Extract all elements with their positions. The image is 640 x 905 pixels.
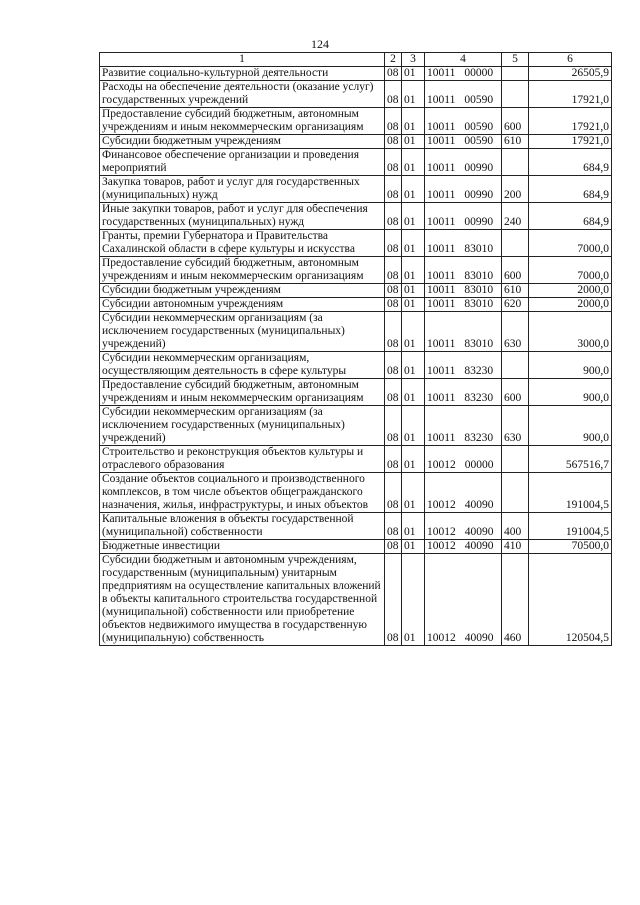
row-name: Бюджетные инвестиции (100, 540, 385, 554)
row-code-b: 40090 (464, 526, 494, 538)
row-name: Субсидии бюджетным учреждениям (100, 284, 385, 298)
row-subsection: 01 (402, 108, 425, 135)
table-row (100, 554, 612, 646)
row-code-b: 83230 (464, 432, 494, 444)
header-cell: 3 (402, 53, 425, 67)
row-amount: 684,9 (529, 176, 612, 203)
row-section: 08 (385, 176, 402, 203)
row-subsection: 01 (402, 379, 425, 406)
row-code-a: 10012 (427, 632, 456, 644)
row-expense-type (502, 473, 529, 513)
row-expense-type: 600 (502, 379, 529, 406)
row-section: 08 (385, 298, 402, 312)
header-cell: 1 (100, 53, 385, 67)
row-code-b: 00000 (464, 67, 494, 79)
row-subsection: 01 (402, 67, 425, 81)
row-expense-type (502, 149, 529, 176)
row-section: 08 (385, 230, 402, 257)
row-section: 08 (385, 257, 402, 284)
row-name: Гранты, премии Губернатора и Правительства Сахалинской области в сфере культуры и искусства (100, 230, 385, 257)
row-subsection: 01 (402, 81, 425, 108)
row-section: 08 (385, 379, 402, 406)
row-code-a: 10011 (427, 216, 456, 228)
table-row (100, 135, 612, 149)
row-target-code (425, 312, 502, 352)
row-target-code (425, 298, 502, 312)
row-subsection: 01 (402, 176, 425, 203)
row-target-code (425, 540, 502, 554)
row-name: Субсидии некоммерческим организациям (за исключением государственных (муниципальных) учреждений) (100, 312, 385, 352)
table-row (100, 540, 612, 554)
table-row (100, 446, 612, 473)
row-amount: 2000,0 (529, 298, 612, 312)
row-name: Предоставление субсидий бюджетным, автономным учреждениям и иным некоммерческим организациям (100, 108, 385, 135)
row-name: Финансовое обеспечение организации и проведения мероприятий (100, 149, 385, 176)
row-name: Закупка товаров, работ и услуг для государственных (муниципальных) нужд (100, 176, 385, 203)
row-amount: 7000,0 (529, 230, 612, 257)
row-name: Предоставление субсидий бюджетным, автономным учреждениям и иным некоммерческим организациям (100, 257, 385, 284)
row-expense-type (502, 67, 529, 81)
row-subsection: 01 (402, 406, 425, 446)
row-target-code (425, 446, 502, 473)
row-code-b: 83010 (464, 284, 494, 296)
table-row (100, 257, 612, 284)
row-code-b: 00990 (464, 216, 494, 228)
row-code-b: 00590 (464, 121, 494, 133)
row-target-code (425, 284, 502, 298)
row-code-a: 10011 (427, 243, 456, 255)
row-code-b: 83230 (464, 392, 494, 404)
row-name: Субсидии бюджетным и автономным учреждениям, государственным (муниципальным) унитарным предприятиям на осуществление капитальных вложений в объекты капитального строительства государственной (муниципальной) собственности или приобретение объектов недвижимого имущества в государственную (муниципальную) собственность (100, 554, 385, 646)
row-amount: 900,0 (529, 352, 612, 379)
row-code-b: 00590 (464, 135, 494, 147)
row-code-a: 10012 (427, 540, 456, 552)
row-section: 08 (385, 81, 402, 108)
row-code-a: 10012 (427, 526, 456, 538)
page-number: 124 (311, 37, 329, 51)
table-row (100, 298, 612, 312)
row-target-code (425, 81, 502, 108)
row-amount: 17921,0 (529, 108, 612, 135)
row-target-code (425, 135, 502, 149)
row-code-b: 00990 (464, 162, 494, 174)
row-section: 08 (385, 554, 402, 646)
row-target-code (425, 473, 502, 513)
table-row (100, 352, 612, 379)
row-target-code (425, 67, 502, 81)
row-section: 08 (385, 473, 402, 513)
row-expense-type (502, 446, 529, 473)
row-expense-type (502, 81, 529, 108)
row-subsection: 01 (402, 135, 425, 149)
row-expense-type (502, 230, 529, 257)
row-expense-type: 630 (502, 312, 529, 352)
row-target-code (425, 513, 502, 540)
table-row (100, 230, 612, 257)
row-subsection: 01 (402, 284, 425, 298)
row-amount: 191004,5 (529, 473, 612, 513)
row-name: Создание объектов социального и производственного комплексов, в том числе объектов общегражданского назначения, жилья, инфраструктуры, и иных объектов (100, 473, 385, 513)
row-code-a: 10011 (427, 94, 456, 106)
row-target-code (425, 230, 502, 257)
header-cell: 6 (529, 53, 612, 67)
header-cell: 2 (385, 53, 402, 67)
row-name: Развитие социально-культурной деятельности (100, 67, 385, 81)
row-name: Субсидии некоммерческим организациям, осуществляющим деятельность в сфере культуры (100, 352, 385, 379)
row-subsection: 01 (402, 257, 425, 284)
row-section: 08 (385, 284, 402, 298)
row-amount: 684,9 (529, 203, 612, 230)
table-row (100, 513, 612, 540)
row-name: Строительство и реконструкция объектов культуры и отраслевого образования (100, 446, 385, 473)
row-code-a: 10011 (427, 392, 456, 404)
row-section: 08 (385, 540, 402, 554)
row-name: Предоставление субсидий бюджетным, автономным учреждениям и иным некоммерческим организациям (100, 379, 385, 406)
row-subsection: 01 (402, 513, 425, 540)
row-code-b: 00590 (464, 94, 494, 106)
row-code-b: 83010 (464, 298, 494, 310)
table-row (100, 284, 612, 298)
row-target-code (425, 149, 502, 176)
row-amount: 3000,0 (529, 312, 612, 352)
row-amount: 70500,0 (529, 540, 612, 554)
row-section: 08 (385, 149, 402, 176)
row-code-a: 10011 (427, 338, 456, 350)
row-subsection: 01 (402, 312, 425, 352)
row-expense-type: 610 (502, 135, 529, 149)
row-code-a: 10011 (427, 121, 456, 133)
row-section: 08 (385, 135, 402, 149)
row-amount: 120504,5 (529, 554, 612, 646)
row-expense-type (502, 352, 529, 379)
row-subsection: 01 (402, 554, 425, 646)
row-code-a: 10011 (427, 270, 456, 282)
row-amount: 17921,0 (529, 135, 612, 149)
row-amount: 17921,0 (529, 81, 612, 108)
row-code-a: 10011 (427, 298, 456, 310)
row-amount: 900,0 (529, 379, 612, 406)
row-code-a: 10012 (427, 499, 456, 511)
row-expense-type: 620 (502, 298, 529, 312)
table-row (100, 176, 612, 203)
row-name: Субсидии некоммерческим организациям (за исключением государственных (муниципальных) учреждений) (100, 406, 385, 446)
row-code-b: 83010 (464, 338, 494, 350)
row-code-a: 10011 (427, 365, 456, 377)
row-section: 08 (385, 406, 402, 446)
row-amount: 2000,0 (529, 284, 612, 298)
row-expense-type: 400 (502, 513, 529, 540)
table-row (100, 312, 612, 352)
table-row (100, 406, 612, 446)
row-expense-type: 410 (502, 540, 529, 554)
row-target-code (425, 176, 502, 203)
row-section: 08 (385, 513, 402, 540)
row-code-b: 40090 (464, 632, 494, 644)
header-cell: 4 (425, 53, 502, 67)
row-amount: 191004,5 (529, 513, 612, 540)
row-name: Субсидии бюджетным учреждениям (100, 135, 385, 149)
row-code-b: 83010 (464, 270, 494, 282)
row-expense-type: 200 (502, 176, 529, 203)
row-amount: 900,0 (529, 406, 612, 446)
row-code-b: 40090 (464, 540, 494, 552)
table-row (100, 108, 612, 135)
table-row (100, 203, 612, 230)
row-code-a: 10011 (427, 162, 456, 174)
row-expense-type: 600 (502, 257, 529, 284)
row-code-a: 10012 (427, 459, 456, 471)
row-code-a: 10011 (427, 189, 456, 201)
row-section: 08 (385, 67, 402, 81)
row-name: Капитальные вложения в объекты государственной (муниципальной) собственности (100, 513, 385, 540)
row-amount: 684,9 (529, 149, 612, 176)
row-code-a: 10011 (427, 432, 456, 444)
row-target-code (425, 379, 502, 406)
table-row (100, 149, 612, 176)
row-target-code (425, 108, 502, 135)
row-section: 08 (385, 203, 402, 230)
row-code-b: 83010 (464, 243, 494, 255)
row-target-code (425, 257, 502, 284)
row-section: 08 (385, 446, 402, 473)
table-header-row (100, 53, 612, 67)
row-expense-type: 610 (502, 284, 529, 298)
row-name: Расходы на обеспечение деятельности (оказание услуг) государственных учреждений (100, 81, 385, 108)
row-subsection: 01 (402, 446, 425, 473)
row-expense-type: 600 (502, 108, 529, 135)
row-code-b: 40090 (464, 499, 494, 511)
row-subsection: 01 (402, 149, 425, 176)
table-row (100, 379, 612, 406)
row-target-code (425, 203, 502, 230)
row-code-a: 10011 (427, 135, 456, 147)
row-subsection: 01 (402, 298, 425, 312)
row-target-code (425, 406, 502, 446)
header-cell: 5 (502, 53, 529, 67)
row-target-code (425, 352, 502, 379)
row-amount: 7000,0 (529, 257, 612, 284)
row-section: 08 (385, 352, 402, 379)
row-expense-type: 630 (502, 406, 529, 446)
row-name: Иные закупки товаров, работ и услуг для обеспечения государственных (муниципальных) нужд (100, 203, 385, 230)
row-amount: 567516,7 (529, 446, 612, 473)
row-code-a: 10011 (427, 284, 456, 296)
row-subsection: 01 (402, 203, 425, 230)
row-subsection: 01 (402, 352, 425, 379)
row-code-b: 00990 (464, 189, 494, 201)
row-subsection: 01 (402, 473, 425, 513)
row-expense-type: 460 (502, 554, 529, 646)
row-section: 08 (385, 312, 402, 352)
row-subsection: 01 (402, 540, 425, 554)
row-amount: 26505,9 (529, 67, 612, 81)
table-row (100, 67, 612, 81)
row-expense-type: 240 (502, 203, 529, 230)
row-subsection: 01 (402, 230, 425, 257)
table-row (100, 81, 612, 108)
budget-table (99, 52, 612, 646)
row-code-a: 10011 (427, 67, 456, 79)
row-target-code (425, 554, 502, 646)
table-row (100, 473, 612, 513)
row-name: Субсидии автономным учреждениям (100, 298, 385, 312)
row-code-b: 00000 (464, 459, 494, 471)
row-section: 08 (385, 108, 402, 135)
row-code-b: 83230 (464, 365, 494, 377)
